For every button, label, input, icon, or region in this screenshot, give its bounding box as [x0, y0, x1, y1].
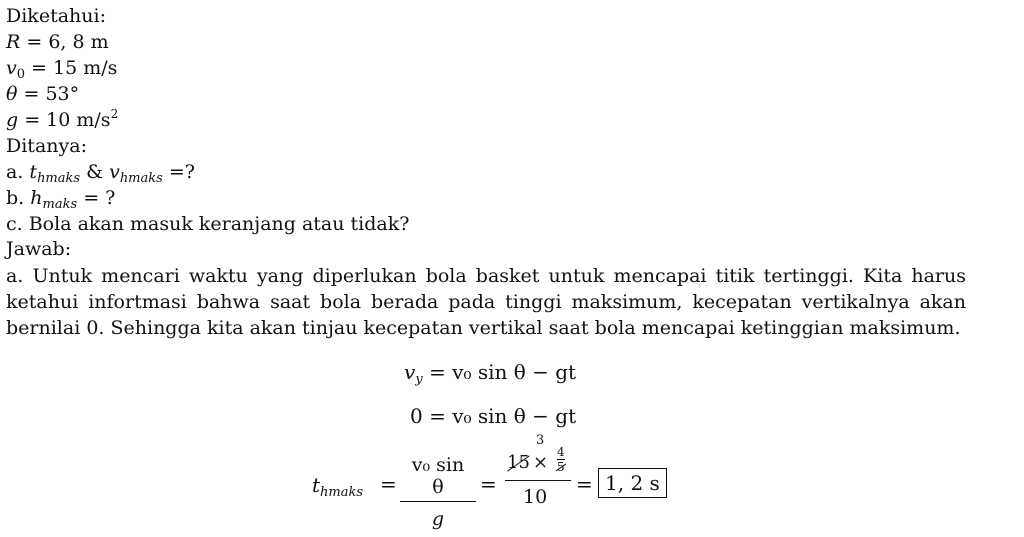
equation-vy [404, 360, 577, 387]
struck-5: 5 [557, 460, 565, 474]
asked-a-suffix: =? [168, 161, 195, 183]
v0-symbol: v [6, 57, 17, 79]
R-value: 6, 8 m [48, 31, 109, 53]
given-v0: $v_0 = 15$ m/s [6, 57, 118, 82]
answer-heading: Jawab: [6, 238, 72, 260]
asked-a-t: t [29, 161, 38, 183]
eq3-equals-2: = [480, 472, 497, 496]
given-heading: Diketahui: [6, 5, 106, 27]
asked-heading: Ditanya: [6, 135, 87, 157]
theta-value: 53° [45, 83, 80, 105]
inner-num-4: 4 [557, 445, 565, 459]
eq1-left: v [404, 360, 416, 384]
asked-c: c. Bola akan masuk keranjang atau tidak? [6, 213, 410, 235]
fraction-v0sin-over-g [400, 454, 476, 530]
theta-symbol: θ [6, 83, 18, 105]
frac2-denominator: 10 [523, 486, 548, 508]
asked-a-amp: & [86, 161, 104, 183]
asked-b-prefix: b. [6, 187, 25, 209]
asked-b-h-sub: maks [42, 197, 78, 212]
frac1-denominator: g [431, 508, 445, 530]
R-symbol: R [6, 31, 21, 53]
g-value: 10 m/s [46, 109, 111, 131]
eq3-equals-1: = [380, 472, 397, 496]
eq3-equals-3: = [576, 472, 593, 496]
eq3-t: t [312, 473, 321, 497]
eq1-left-sub: y [415, 372, 423, 387]
asked-b [6, 186, 115, 213]
v0-value: 15 m/s [53, 57, 118, 79]
equation-zero: 0 = v₀ sin θ − gt [410, 404, 577, 428]
asked-a-t-sub: hmaks [37, 171, 81, 186]
asked-a-prefix: a. [6, 161, 24, 183]
struck-15: 15 [507, 452, 530, 473]
g-sup: 2 [110, 107, 119, 121]
given-R: R = 6, 8 m [6, 31, 109, 53]
eq3-t-sub: hmaks [320, 485, 364, 500]
eq1-right: = v₀ sin θ − gt [429, 360, 577, 384]
frac2-numerator [505, 445, 571, 481]
asked-a-v: v [109, 161, 120, 183]
replacement-3: 3 [536, 433, 545, 448]
g-symbol: g [6, 109, 19, 131]
asked-b-h: h [30, 187, 43, 209]
times-sign: × [533, 452, 549, 473]
asked-a-v-sub: hmaks [119, 171, 163, 186]
frac1-numerator: v₀ sin θ [400, 454, 476, 502]
eq3-left [312, 473, 364, 500]
v0-sub: 0 [16, 67, 26, 82]
answer-paragraph: a. Untuk mencari waktu yang diperlukan bola basket untuk mencapai titik tertinggi. Kita harus ketahui infortmasi bahwa saat bola berada pada tinggi maksimum, kecepatan vertikalnya akan bernilai 0. Sehingga kita akan tinjau kecepatan vertikal saat bola mencapai ketinggian maksimum. [6, 265, 966, 339]
given-g: g = 10 $m/s^2$ [6, 107, 119, 131]
asked-a [6, 160, 195, 187]
asked-b-suffix: = ? [83, 187, 116, 209]
result-box: 1, 2 s [598, 468, 667, 498]
given-theta: θ = 53° [6, 83, 80, 105]
